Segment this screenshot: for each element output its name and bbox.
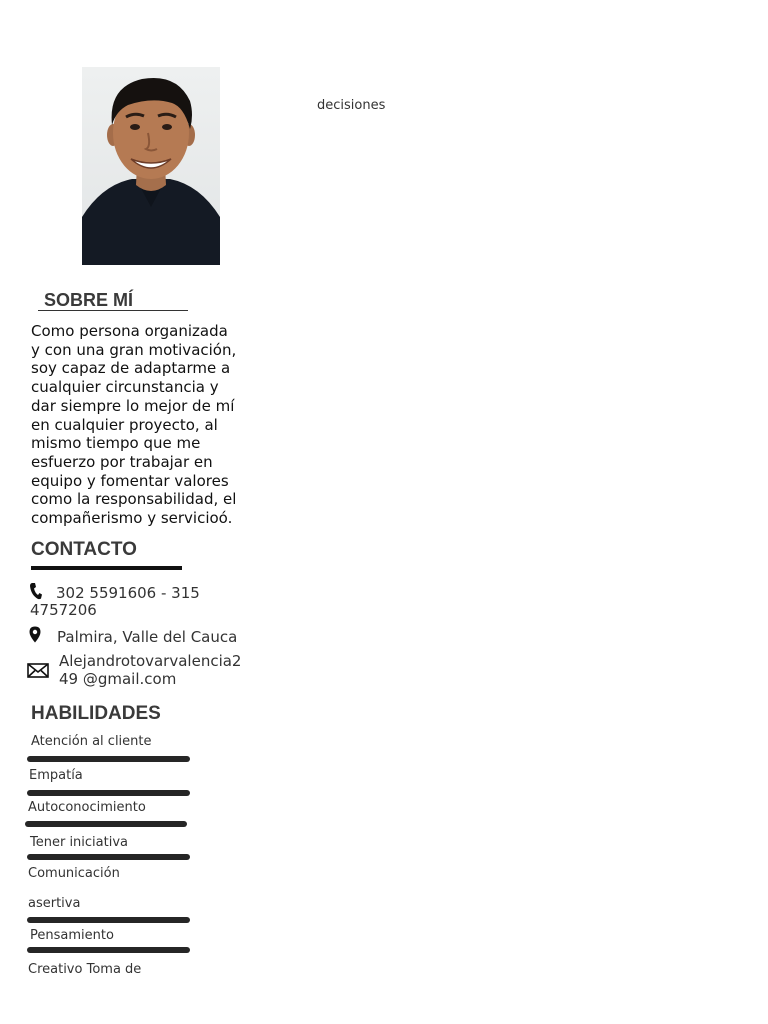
about-line: en cualquier proyecto, al bbox=[31, 415, 218, 434]
about-line: compañerismo y servicioó. bbox=[31, 509, 233, 528]
skill-label: asertiva bbox=[28, 896, 81, 911]
skill-bar bbox=[25, 821, 187, 827]
about-heading: SOBRE MÍ bbox=[38, 290, 188, 311]
skill-label: Comunicación bbox=[28, 866, 120, 881]
location-text: Palmira, Valle del Cauca bbox=[57, 628, 238, 646]
about-line: como la responsabilidad, el bbox=[31, 490, 237, 509]
contact-heading: CONTACTO bbox=[31, 539, 137, 560]
skill-label: Atención al cliente bbox=[31, 734, 152, 749]
skill-label: Creativo Toma de bbox=[28, 962, 142, 977]
skill-bar bbox=[27, 790, 190, 796]
skill-label: Tener iniciativa bbox=[30, 835, 129, 850]
profile-photo bbox=[82, 67, 220, 265]
location-pin-icon bbox=[29, 626, 41, 647]
skills-heading: HABILIDADES bbox=[31, 703, 161, 724]
overflow-text: decisiones bbox=[317, 98, 386, 113]
contact-divider bbox=[31, 566, 182, 570]
skill-label: Pensamiento bbox=[30, 928, 114, 943]
envelope-icon bbox=[27, 663, 49, 682]
about-line: soy capaz de adaptarme a bbox=[31, 359, 231, 378]
about-line: y con una gran motivación, bbox=[31, 340, 237, 359]
about-paragraph bbox=[31, 322, 253, 528]
skill-bar bbox=[27, 947, 190, 953]
skill-bar bbox=[27, 917, 190, 923]
about-line: esfuerzo por trabajar en bbox=[31, 452, 213, 471]
phone-number-line2: 4757206 bbox=[30, 601, 97, 619]
skill-label: Autoconocimiento bbox=[28, 800, 146, 815]
email-line1: Alejandrotovarvalencia2 bbox=[59, 652, 242, 670]
about-line: cualquier circunstancia y bbox=[31, 378, 219, 397]
about-line: equipo y fomentar valores bbox=[31, 471, 229, 490]
skill-bar bbox=[27, 756, 190, 762]
skill-label: Empatía bbox=[29, 768, 83, 783]
about-line: Como persona organizada bbox=[31, 322, 228, 340]
about-line: mismo tiempo que me bbox=[31, 434, 201, 453]
about-line: dar siempre lo mejor de mí bbox=[31, 396, 235, 415]
email-line2: 49 @gmail.com bbox=[59, 670, 177, 688]
skill-bar bbox=[27, 854, 190, 860]
phone-number-line1: 302 5591606 - 315 bbox=[56, 584, 200, 602]
